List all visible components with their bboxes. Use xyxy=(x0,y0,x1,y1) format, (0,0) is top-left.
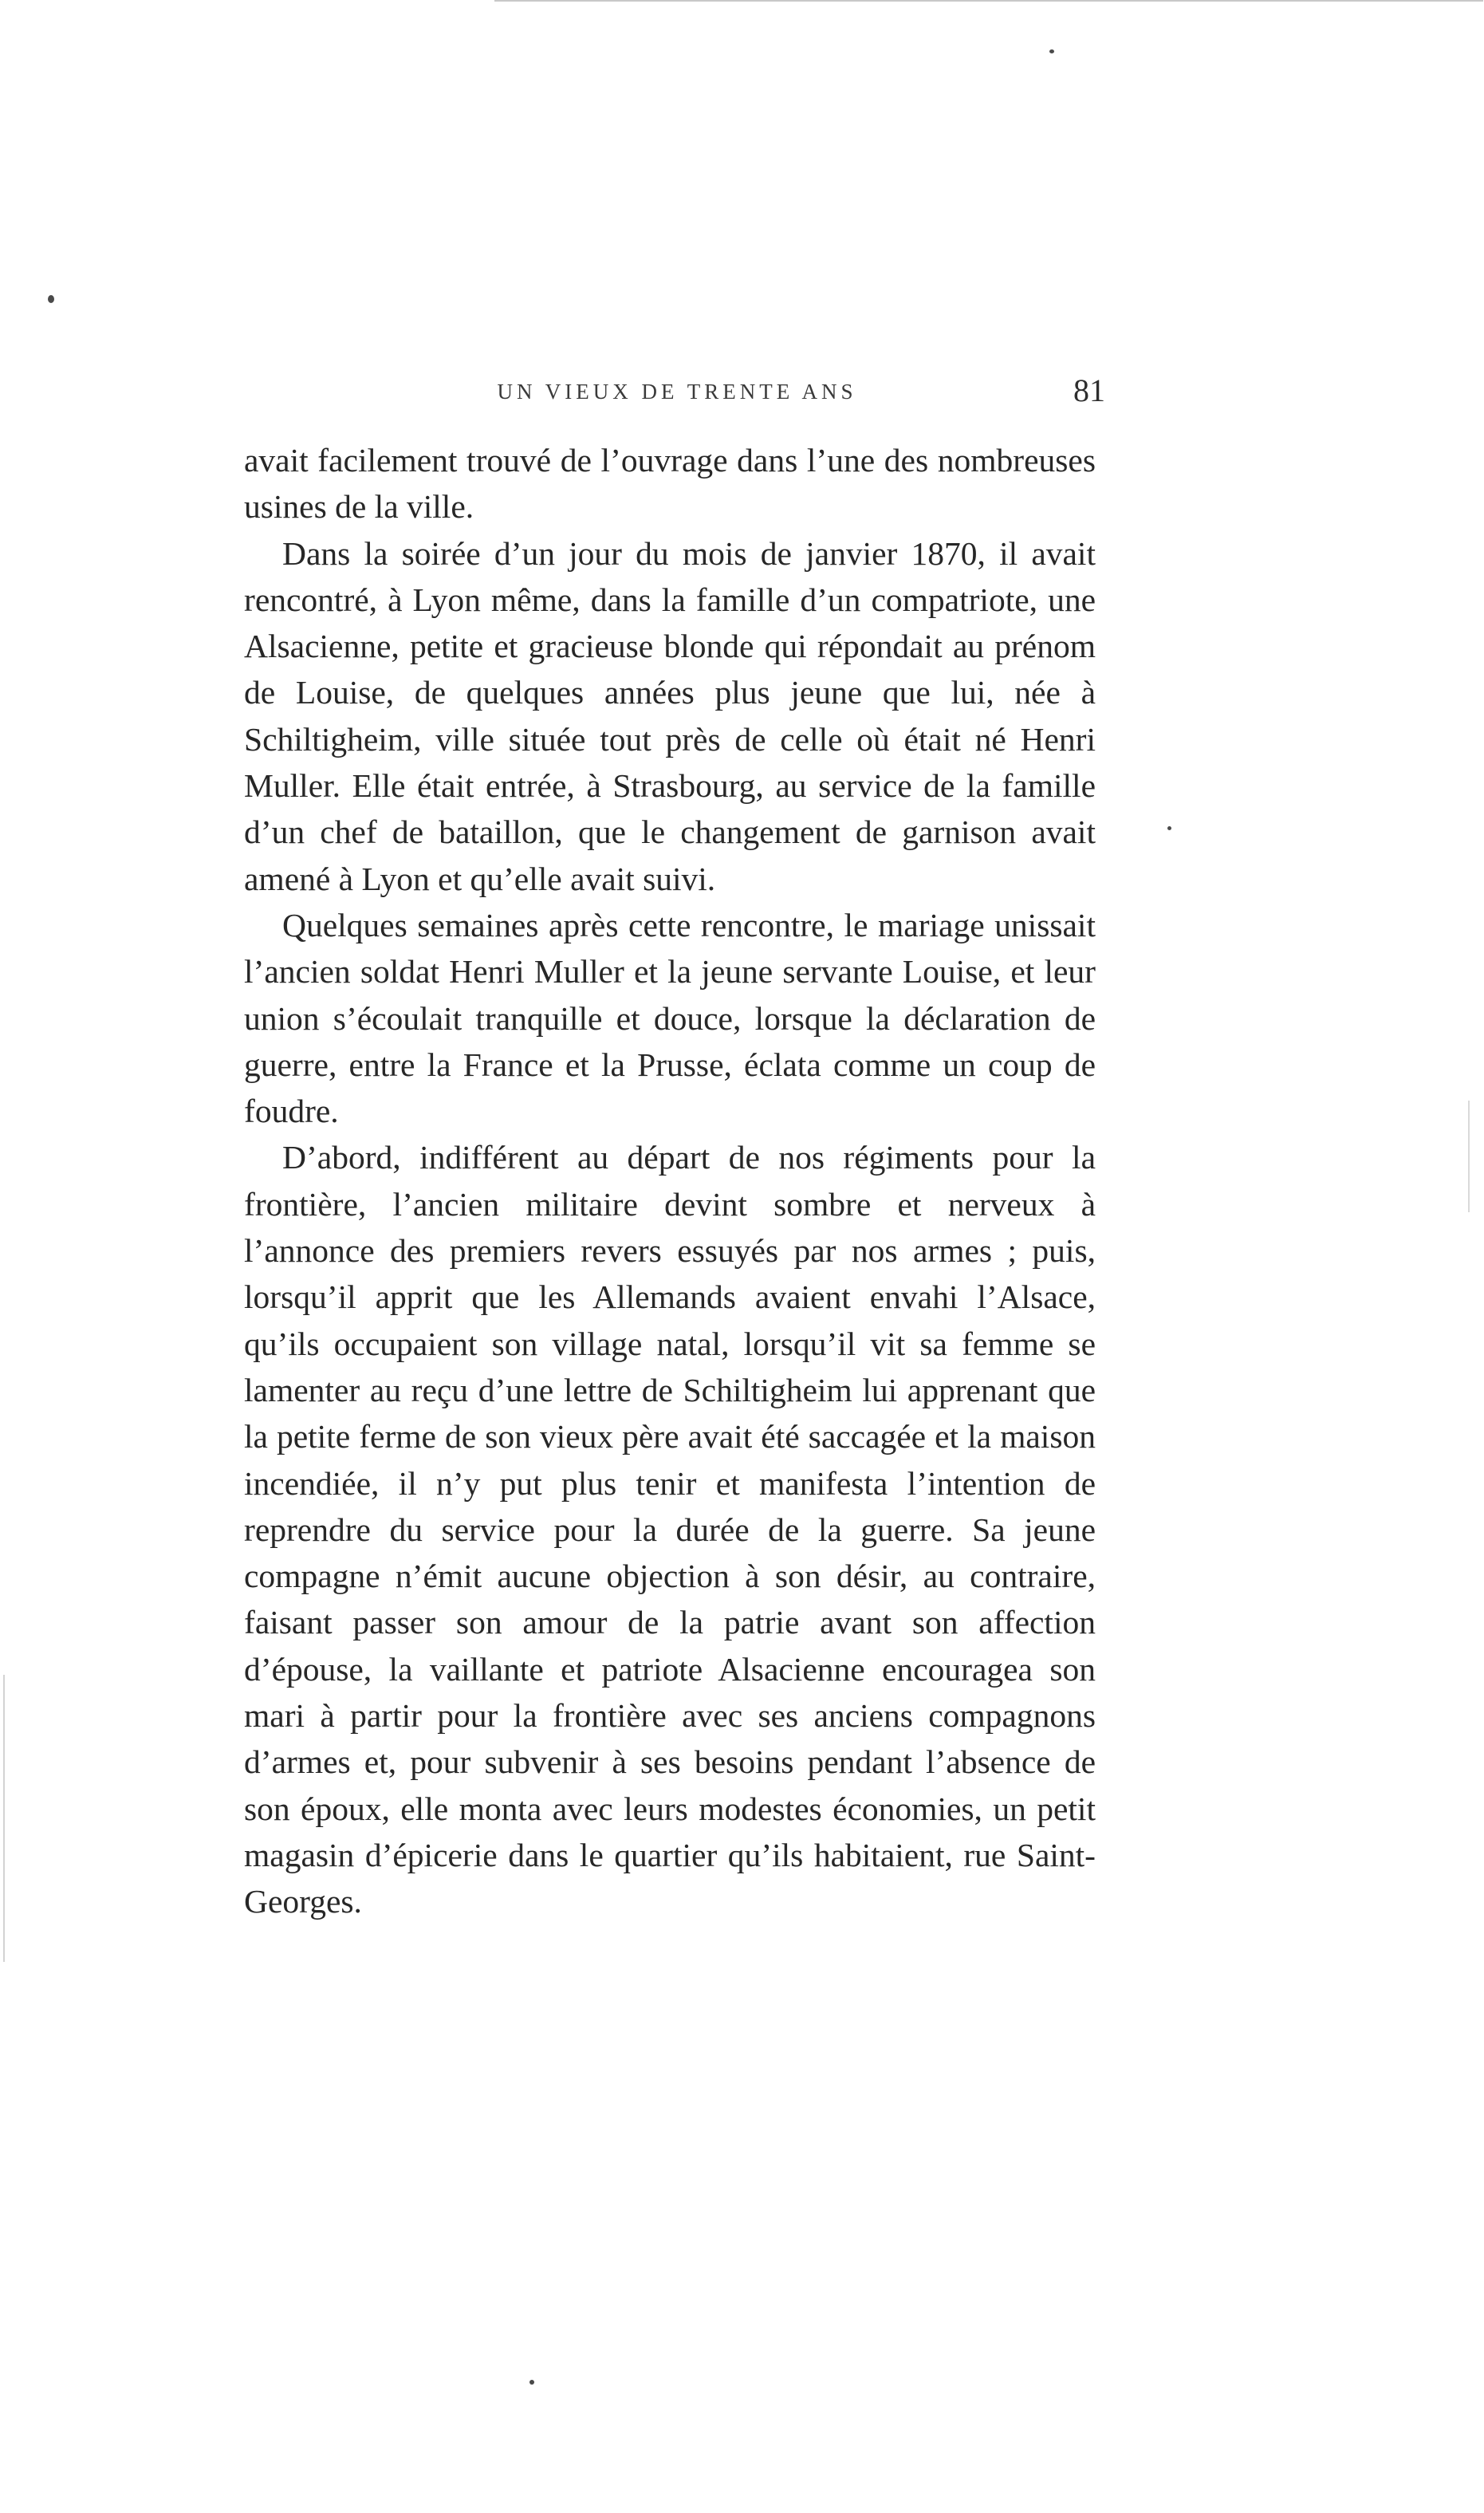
running-head xyxy=(249,368,1105,416)
scan-edge-line-left xyxy=(3,1675,5,1962)
scan-edge-line-right xyxy=(1468,1101,1470,1212)
paragraph: avait facilement trouvé de l’ouvrage dans l’une des nombreuses usines de la ville. xyxy=(244,442,1096,526)
paragraph: D’abord, indifférent au départ de nos régiments pour la frontière, l’ancien militaire devint sombre et nerveux à l’annonce des premiers revers essuyés par nos armes ; puis, lorsqu’il apprit que les Allemands avaient envahi l’Alsace, qu’ils occupaient son village natal, lorsqu’il vit sa femme se lamenter au reçu d’une lettre de Schiltigheim lui apprenant que la petite ferme de son vieux père avait été saccagée et la maison incendiée, il n’y put plus tenir et manifesta l’intention de reprendre du service pour la durée de la guerre. Sa jeune compagne n’émit aucune objection à son désir, au contraire, faisant passer son amour de la patrie avant son affection d’épouse, la vaillante et patriote Alsacienne encouragea son mari à partir pour la frontière avec ses anciens compagnons d’armes et, pour subvenir à ses besoins pendant l’absence de son époux, elle monta avec leurs modestes économies, un petit magasin d’épicerie dans le quartier qu’ils habitaient, rue Saint-Georges. xyxy=(244,1139,1096,1920)
ink-speck xyxy=(48,295,54,303)
body-text xyxy=(244,437,1096,1925)
paragraph: Dans la soirée d’un jour du mois de janvier 1870, il avait rencontré, à Lyon même, dans la famille d’un compatriote, une Alsacienne, petite et gracieuse blonde qui répondait au prénom de Louise, de quelques années plus jeune que lui, née à Schiltigheim, ville située tout près de celle où était né Henri Muller. Elle était entrée, à Strasbourg, au service de la famille d’un chef de bataillon, que le changement de garnison avait amené à Lyon et qu’elle avait suivi. xyxy=(244,534,1096,897)
ink-speck xyxy=(529,2380,534,2385)
paragraph: Quelques semaines après cette rencontre, le mariage unissait l’ancien soldat Henri Muller et la jeune servante Louise, et leur union s’écoulait tranquille et douce, lorsque la déclaration de guerre, entre la France et la Prusse, éclata comme un coup de foudre. xyxy=(244,906,1096,1130)
running-title: UN VIEUX DE TRENTE ANS xyxy=(497,380,857,404)
scan-edge-line xyxy=(494,0,1483,2)
ink-speck xyxy=(1167,826,1171,830)
page-number: 81 xyxy=(1073,372,1105,408)
ink-speck xyxy=(1049,49,1054,53)
